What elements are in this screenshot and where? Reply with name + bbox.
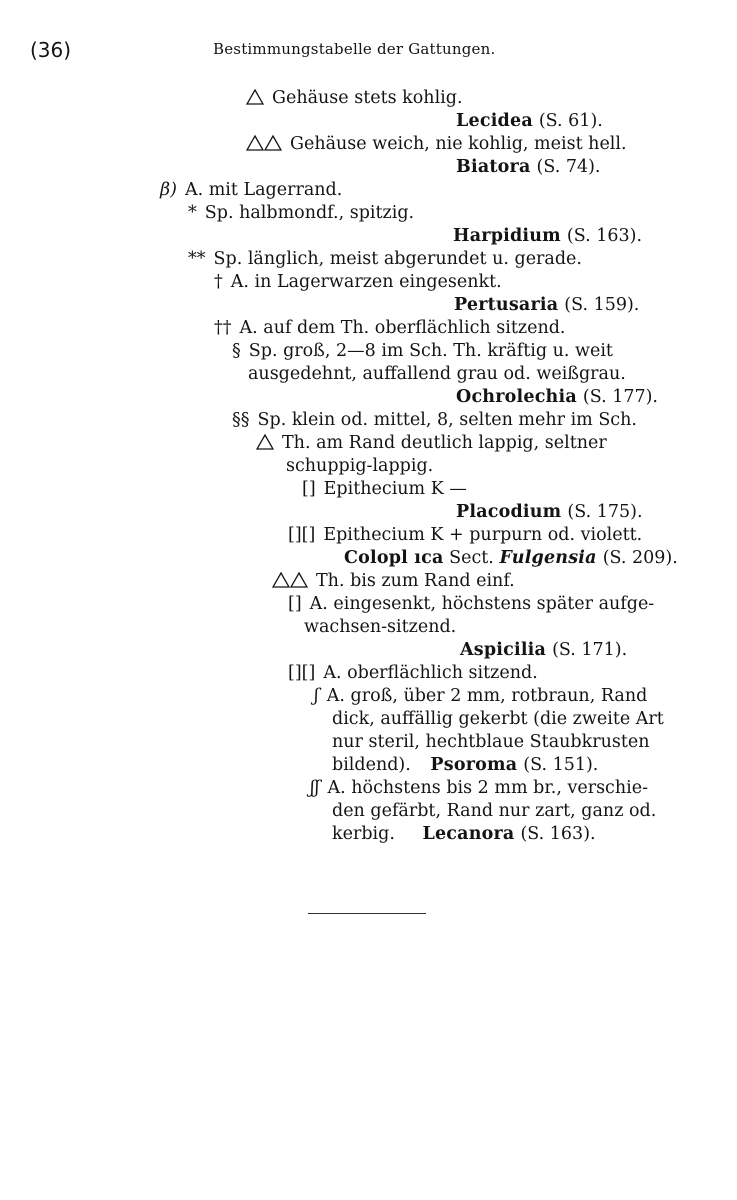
genus-name: Lecidea <box>456 111 533 131</box>
key-text: bildend). <box>332 755 411 775</box>
key-line-16-cont-3 <box>332 754 598 776</box>
page-reference: (S. 175). <box>567 502 643 522</box>
key-line-9 <box>232 409 637 431</box>
genus-name: Psoroma <box>430 755 518 775</box>
key-marker: [] <box>302 479 316 499</box>
key-line-12 <box>288 524 642 546</box>
genus-line-pertusaria <box>454 294 639 316</box>
key-marker: ** <box>188 249 206 269</box>
genus-name: Biatora <box>456 157 531 177</box>
genus-line-ochrolechia <box>456 386 658 408</box>
genus-name: Lecanora <box>422 824 515 844</box>
page-reference: (S. 151). <box>523 755 599 775</box>
key-text: A. höchstens bis 2 mm br., verschie- <box>327 778 648 798</box>
key-line-14 <box>288 593 654 615</box>
triangle-icon <box>256 434 274 450</box>
page-number: (36) <box>30 38 72 62</box>
key-marker: ʃʃ <box>310 778 320 798</box>
genus-line-aspicilia <box>460 639 627 661</box>
key-marker: §§ <box>232 410 250 430</box>
page-reference: (S. 61). <box>538 111 603 131</box>
key-line-16-cont-1 <box>332 708 664 730</box>
triangle-icon <box>272 572 290 588</box>
triangle-icon <box>290 572 308 588</box>
key-marker: * <box>188 203 197 223</box>
key-marker: [] <box>288 594 302 614</box>
page-reference: (S. 163). <box>520 824 596 844</box>
page-reference: (S. 177). <box>582 387 658 407</box>
key-line-17 <box>310 777 648 799</box>
key-text: Sp. klein od. mittel, 8, selten mehr im Sch. <box>257 410 637 430</box>
key-line-10-cont <box>286 455 433 477</box>
key-text: schuppig-lappig. <box>286 456 434 476</box>
key-line-1 <box>246 87 463 109</box>
key-text: nur steril, hechtblaue Staubkrusten <box>332 732 650 752</box>
triangle-icon <box>246 89 264 105</box>
key-line-14-cont <box>304 616 456 638</box>
key-line-2 <box>246 133 627 155</box>
key-text: Th. bis zum Rand einf. <box>316 571 515 591</box>
key-line-5 <box>188 248 582 270</box>
genus-line-biatora <box>456 156 600 178</box>
page-reference: (S. 163). <box>566 226 643 246</box>
key-text: Epithecium K + purpurn od. violett. <box>323 525 643 545</box>
genus-line-lecidea <box>456 110 603 132</box>
key-text: A. in Lagerwarzen eingesenkt. <box>230 272 502 292</box>
running-head: Bestimmungstabelle der Gattungen. <box>213 40 496 58</box>
page-reference: (S. 209). <box>602 548 678 568</box>
key-text: Sp. halbmondf., spitzig. <box>204 203 415 223</box>
key-line-11 <box>302 478 467 500</box>
key-line-4 <box>188 202 414 224</box>
key-marker: [][] <box>288 525 316 545</box>
key-line-16 <box>314 685 647 707</box>
key-text: Epithecium K — <box>323 479 467 499</box>
key-text: Sp. groß, 2—8 im Sch. Th. kräftig u. weit <box>248 341 613 361</box>
key-text: Gehäuse stets kohlig. <box>272 88 463 108</box>
key-text: A. mit Lagerrand. <box>184 180 343 200</box>
key-line-10 <box>256 432 607 454</box>
key-line-8-cont <box>248 363 626 385</box>
genus-name: Aspicilia <box>460 640 547 660</box>
key-line-7 <box>214 317 565 339</box>
key-line-15 <box>288 662 538 684</box>
key-line-8 <box>232 340 613 362</box>
key-marker: [][] <box>288 663 316 683</box>
key-text: A. oberflächlich sitzend. <box>323 663 538 683</box>
key-line-3 <box>160 179 342 201</box>
key-text: A. auf dem Th. oberflächlich sitzend. <box>239 318 566 338</box>
key-marker: ʃ <box>314 686 319 706</box>
key-text: wachsen-sitzend. <box>304 617 457 637</box>
key-text: den gefärbt, Rand nur zart, ganz od. <box>332 801 657 821</box>
key-text: dick, auffällig gekerbt (die zweite Art <box>332 709 664 729</box>
key-text: Sp. länglich, meist abgerundet u. gerade. <box>213 249 582 269</box>
key-marker: † <box>214 272 223 292</box>
key-line-6 <box>214 271 502 293</box>
key-text: Gehäuse weich, nie kohlig, meist hell. <box>290 134 627 154</box>
section-label: Sect. <box>449 548 494 568</box>
key-line-16-cont-2 <box>332 731 650 753</box>
key-marker: § <box>232 341 241 361</box>
key-text: ausgedehnt, auffallend grau od. weißgrau. <box>248 364 626 384</box>
triangle-icon <box>246 135 264 151</box>
key-line-17-cont-2 <box>332 823 596 845</box>
genus-name: Harpidium <box>453 226 561 246</box>
page-reference: (S. 171). <box>552 640 628 660</box>
triangle-icon <box>264 135 282 151</box>
genus-name: Ochrolechia <box>456 387 577 407</box>
genus-name: Pertusaria <box>454 295 559 315</box>
key-text: A. eingesenkt, höchstens später aufge- <box>309 594 655 614</box>
section-divider <box>308 913 426 914</box>
key-marker: †† <box>214 318 232 338</box>
key-text: A. groß, über 2 mm, rotbraun, Rand <box>326 686 648 706</box>
key-text: kerbig. <box>332 824 395 844</box>
key-line-17-cont-1 <box>332 800 656 822</box>
genus-line-caloplaca <box>344 547 678 569</box>
genus-line-placodium <box>456 501 643 523</box>
genus-line-harpidium <box>453 225 642 247</box>
page-reference: (S. 159). <box>564 295 640 315</box>
section-name: Fulgensia <box>499 548 597 568</box>
genus-name: Colopl ıca <box>344 548 444 568</box>
key-text: Th. am Rand deutlich lappig, seltner <box>282 433 607 453</box>
genus-name: Placodium <box>456 502 562 522</box>
key-marker: β) <box>160 180 177 200</box>
page-reference: (S. 74). <box>536 157 601 177</box>
key-line-13 <box>272 570 515 592</box>
